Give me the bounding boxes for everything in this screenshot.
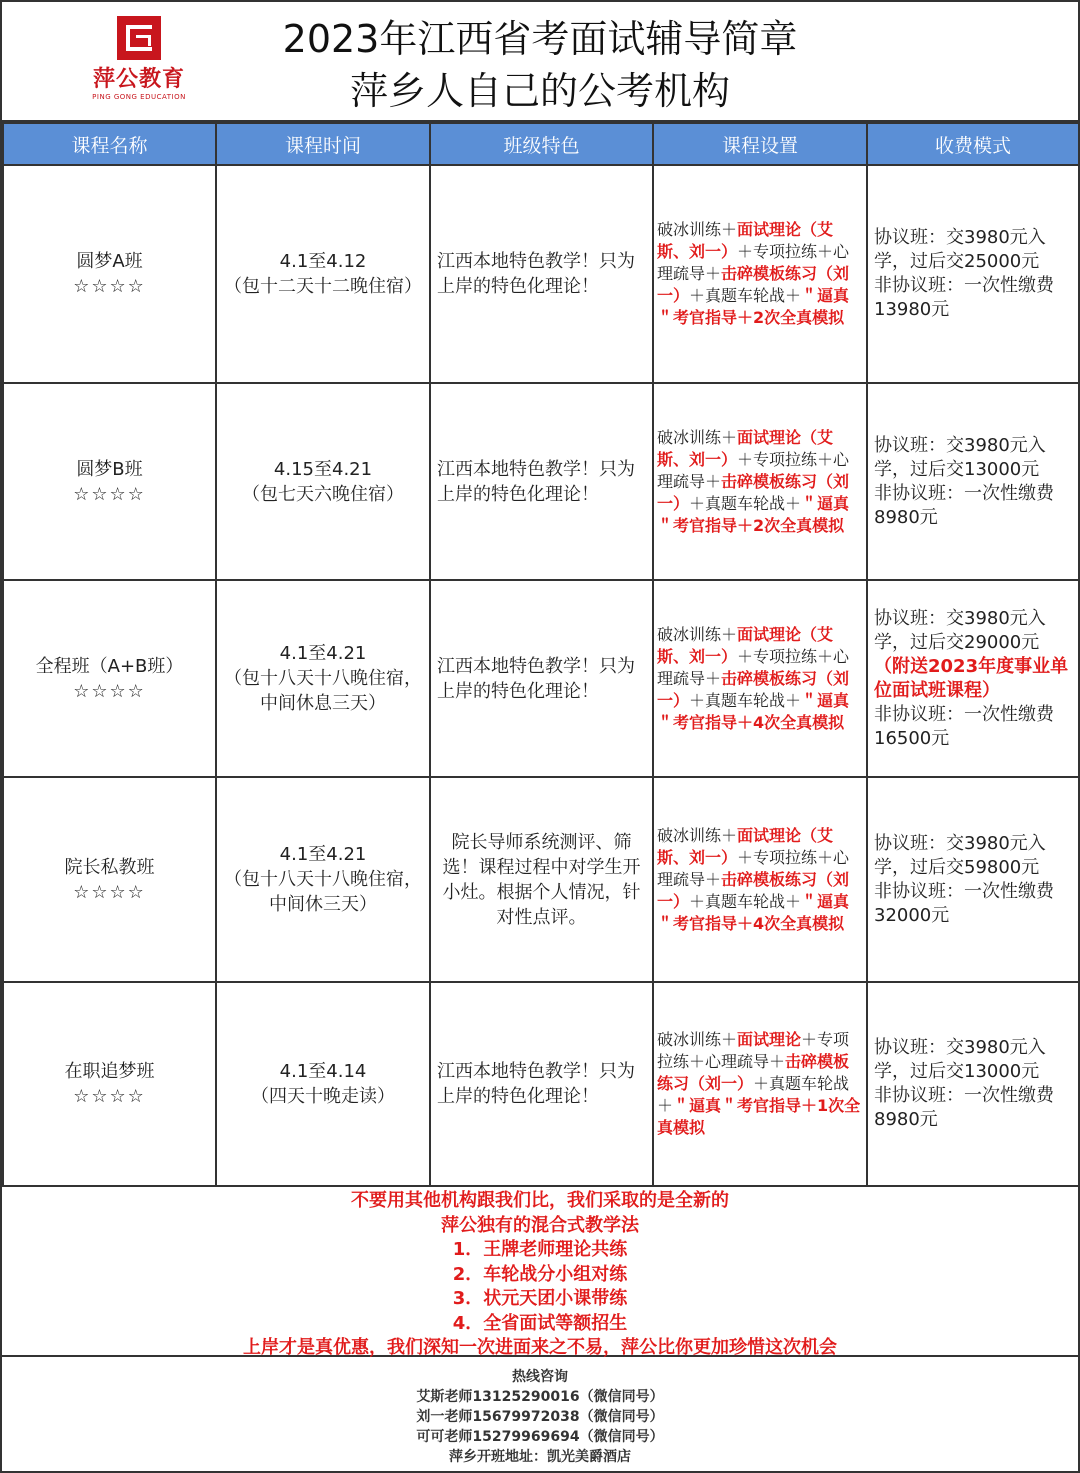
course-fee-line: 协议班：交3980元入学，过后交59800元 <box>874 832 1046 878</box>
course-setup-cell <box>653 580 867 777</box>
course-time-cell <box>216 982 430 1186</box>
promo-block <box>2 1187 1078 1357</box>
logo-name: 萍公教育 <box>92 67 185 92</box>
course-time-line: 4.1至4.21 <box>279 643 367 664</box>
course-setup-cell <box>653 383 867 580</box>
course-setup-part: ＂逼真＂考官指导＋4次全真模拟 <box>657 690 850 732</box>
course-setup-part: 破冰训练＋ <box>657 825 738 845</box>
course-setup-part: 面试理论（艾斯、刘一） <box>657 624 834 666</box>
contact-heading: 热线咨询 <box>512 1369 568 1385</box>
course-fee-line: （附送2023年度事业单位面试班课程） <box>874 655 1069 701</box>
course-fee-line: 非协议班：一次性缴费16500元 <box>874 703 1054 749</box>
course-name-cell <box>3 982 216 1186</box>
course-name-cell <box>3 580 216 777</box>
contact-line: 刘一老师15679972038（微信同号） <box>416 1409 664 1425</box>
course-setup-cell <box>653 982 867 1186</box>
logo-subtitle: PING GONG EDUCATION <box>92 93 186 101</box>
course-fee-line: 非协议班：一次性缴费13980元 <box>874 275 1054 320</box>
course-setup-part: 破冰训练＋ <box>657 624 738 644</box>
course-time-line: 4.15至4.21 <box>273 458 373 480</box>
course-time-cell <box>216 165 430 383</box>
course-time-line: （包十二天十二晚住宿） <box>224 276 422 297</box>
promo-line: 萍公独有的混合式教学法 <box>441 1214 639 1236</box>
course-setup-part: ＋真题车轮战＋ <box>689 493 802 513</box>
contact-line: 艾斯老师13125290016（微信同号） <box>416 1389 664 1405</box>
course-setup-part: 面试理论 <box>737 1030 802 1049</box>
course-fee-line: 协议班：交3980元入学，过后交29000元 <box>874 607 1046 653</box>
course-setup-part: ＂逼真＂考官指导＋1次全真模拟 <box>657 1096 861 1137</box>
course-setup-cell <box>653 165 867 383</box>
course-fee-cell <box>867 982 1079 1186</box>
table-row <box>3 580 1079 777</box>
course-setup-part: 面试理论（艾斯、刘一） <box>657 825 834 867</box>
course-setup-part: ＋真题车轮战＋ <box>657 1074 850 1115</box>
course-rating: ☆☆☆☆ <box>73 881 146 903</box>
course-setup-part: ＋真题车轮战＋ <box>689 690 802 710</box>
course-feature-cell: 江西本地特色教学！只为上岸的特色化理论！ <box>430 982 653 1186</box>
course-setup-part: ＋专项拉练＋心理疏导＋ <box>657 1030 850 1071</box>
course-setup-part: 破冰训练＋ <box>657 427 738 447</box>
course-fee-cell <box>867 580 1079 777</box>
promo-line: 2．车轮战分小组对练 <box>452 1263 628 1285</box>
course-fee-line: 非协议班：一次性缴费8980元 <box>874 1085 1054 1130</box>
course-setup-part: ＂逼真＂考官指导＋2次全真模拟 <box>657 286 850 327</box>
table-row <box>3 777 1079 982</box>
course-rating: ☆☆☆☆ <box>73 1086 146 1107</box>
course-setup-part: ＂逼真＂考官指导＋2次全真模拟 <box>657 493 850 535</box>
promo-line: 上岸才是真优惠，我们深知一次进面来之不易，萍公比你更加珍惜这次机会 <box>243 1337 837 1358</box>
course-time-line: （包十八天十八晚住宿，中间休息三天） <box>224 668 422 714</box>
table-header-row <box>3 123 1079 165</box>
course-setup-part: 击碎模板练习（刘一） <box>657 471 850 513</box>
course-time-cell <box>216 580 430 777</box>
course-time-cell <box>216 777 430 982</box>
course-fee-line: 非协议班：一次性缴费8980元 <box>874 482 1054 528</box>
course-fee-line: 协议班：交3980元入学，过后交13000元 <box>874 434 1046 480</box>
course-setup-part: 破冰训练＋ <box>657 1030 738 1049</box>
course-setup-part: ＋专项拉练＋心理疏导＋ <box>657 242 850 283</box>
course-setup-part: ＂逼真＂考官指导＋4次全真模拟 <box>657 891 850 933</box>
course-name: 院长私教班 <box>64 856 155 878</box>
course-fee-cell <box>867 165 1079 383</box>
promo-line: 不要用其他机构跟我们比，我们采取的是全新的 <box>351 1190 729 1211</box>
course-setup-part: 击碎模板练习（刘一） <box>657 1052 850 1093</box>
course-rating: ☆☆☆☆ <box>73 680 146 702</box>
course-fee-line: 协议班：交3980元入学，过后交25000元 <box>874 227 1046 272</box>
course-name: 圆梦A班 <box>76 251 143 272</box>
course-table <box>2 122 1080 1187</box>
course-setup-part: 破冰训练＋ <box>657 220 738 239</box>
course-fee-cell <box>867 383 1079 580</box>
promo-line: 3．状元天团小课带练 <box>452 1288 628 1309</box>
column-header: 课程设置 <box>653 123 867 165</box>
course-rating: ☆☆☆☆ <box>73 276 146 297</box>
course-time-line: 4.1至4.14 <box>279 1061 367 1082</box>
course-setup-part: ＋真题车轮战＋ <box>689 891 802 911</box>
contact-block <box>2 1357 1078 1467</box>
logo-mark-icon <box>117 16 161 60</box>
course-fee-line: 协议班：交3980元入学，过后交13000元 <box>874 1037 1046 1082</box>
course-name-cell <box>3 777 216 982</box>
course-rating: ☆☆☆☆ <box>73 483 146 505</box>
course-setup-part: ＋真题车轮战＋ <box>689 286 802 305</box>
course-feature-cell: 江西本地特色教学！只为上岸的特色化理论！ <box>430 383 653 580</box>
logo <box>84 16 194 101</box>
course-fee-cell <box>867 777 1079 982</box>
contact-address: 萍乡开班地址：凯光美爵酒店 <box>449 1449 631 1465</box>
course-fee-line: 非协议班：一次性缴费32000元 <box>874 880 1054 926</box>
course-setup-part: 面试理论（艾斯、刘一） <box>657 220 834 261</box>
page-title: 2023年江西省考面试辅导简章 <box>282 17 798 61</box>
contact-line: 可可老师15279969694（微信同号） <box>416 1429 664 1445</box>
course-time-line: （包七天六晚住宿） <box>242 483 404 505</box>
page-subtitle: 萍乡人自己的公考机构 <box>349 69 730 113</box>
course-setup-part: 击碎模板练习（刘一） <box>657 264 850 305</box>
course-time-line: （包十八天十八晚住宿，中间休三天） <box>224 869 422 915</box>
promo-line: 1．王牌老师理论共练 <box>452 1239 628 1260</box>
course-name: 全程班（A+B班） <box>35 655 184 677</box>
course-setup-cell <box>653 777 867 982</box>
column-header: 课程名称 <box>3 123 216 165</box>
promo-line: 4．全省面试等额招生 <box>452 1312 628 1334</box>
course-name: 圆梦B班 <box>76 458 143 480</box>
table-row <box>3 982 1079 1186</box>
column-header: 班级特色 <box>430 123 653 165</box>
course-setup-part: 击碎模板练习（刘一） <box>657 869 850 911</box>
course-name: 在职追梦班 <box>64 1061 155 1082</box>
course-setup-part: 击碎模板练习（刘一） <box>657 668 850 710</box>
course-setup-part: ＋专项拉练＋心理疏导＋ <box>657 646 850 688</box>
course-time-line: 4.1至4.21 <box>279 844 367 865</box>
course-time-line: （四天十晚走读） <box>251 1086 395 1107</box>
column-header: 收费模式 <box>867 123 1079 165</box>
course-feature-cell: 院长导师系统测评、筛选！课程过程中对学生开小灶。根据个人情况，针对性点评。 <box>430 777 653 982</box>
table-row <box>3 383 1079 580</box>
table-row <box>3 165 1079 383</box>
course-feature-cell: 江西本地特色教学！只为上岸的特色化理论！ <box>430 580 653 777</box>
course-time-line: 4.1至4.12 <box>279 251 367 272</box>
course-time-cell <box>216 383 430 580</box>
course-setup-part: ＋专项拉练＋心理疏导＋ <box>657 449 850 491</box>
course-feature-cell: 江西本地特色教学！只为上岸的特色化理论！ <box>430 165 653 383</box>
header <box>2 2 1078 122</box>
column-header: 课程时间 <box>216 123 430 165</box>
course-setup-part: ＋专项拉练＋心理疏导＋ <box>657 847 850 889</box>
course-name-cell <box>3 165 216 383</box>
course-name-cell <box>3 383 216 580</box>
course-setup-part: 面试理论（艾斯、刘一） <box>657 427 834 469</box>
